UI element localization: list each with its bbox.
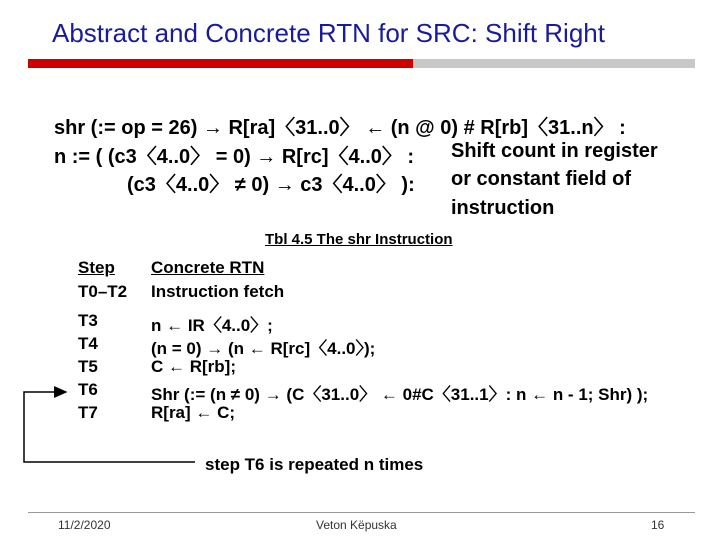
table-row-step: T6 bbox=[78, 380, 98, 399]
footer-page-number: 16 bbox=[651, 518, 665, 532]
rtn-line-3: (c3〈4..0〉 ≠ 0) → c3〈4..0〉 ): bbox=[127, 174, 415, 196]
table-row-step: T5 bbox=[78, 357, 98, 376]
table-header-rtn: Concrete RTN bbox=[151, 258, 265, 277]
loop-note: step T6 is repeated n times bbox=[205, 455, 424, 474]
table-row-step: T0–T2 bbox=[78, 282, 128, 301]
footer-divider bbox=[28, 512, 695, 513]
table-row-rtn: R[ra] ← C; bbox=[151, 403, 236, 422]
table-row-rtn: n ← IR〈4..0〉; bbox=[151, 316, 273, 335]
table-caption: Tbl 4.5 The shr Instruction bbox=[265, 231, 453, 248]
side-note-line-2: or constant field of bbox=[451, 168, 631, 190]
footer-date: 11/2/2020 bbox=[58, 518, 111, 532]
side-note-line-3: instruction bbox=[451, 197, 555, 219]
rtn-line-1: shr (:= op = 26) → R[ra]〈31..0〉 ← (n @ 0) # R[rb]〈31..n〉 : bbox=[54, 117, 626, 139]
table-row-rtn: C ← R[rb]; bbox=[151, 357, 236, 376]
footer-author: Veton Këpuska bbox=[316, 518, 397, 532]
table-row-step: T7 bbox=[78, 403, 98, 422]
table-row-step: T3 bbox=[78, 311, 98, 330]
table-row-rtn: Instruction fetch bbox=[151, 282, 285, 301]
rtn-line-2: n := ( (c3〈4..0〉 = 0) → R[rc]〈4..0〉 : bbox=[54, 146, 415, 168]
table-row-step: T4 bbox=[78, 334, 98, 353]
side-note-line-1: Shift count in register bbox=[451, 140, 658, 162]
table-row-rtn: (n = 0) → (n ← R[rc]〈4..0〉); bbox=[151, 339, 376, 358]
slide-title: Abstract and Concrete RTN for SRC: Shift Right bbox=[52, 18, 605, 48]
table-row-rtn: Shr (:= (n ≠ 0) → (C〈31..0〉 ← 0#C〈31..1〉: n ← n - 1; Shr) ); bbox=[151, 385, 649, 404]
table-header-step: Step bbox=[78, 258, 115, 277]
